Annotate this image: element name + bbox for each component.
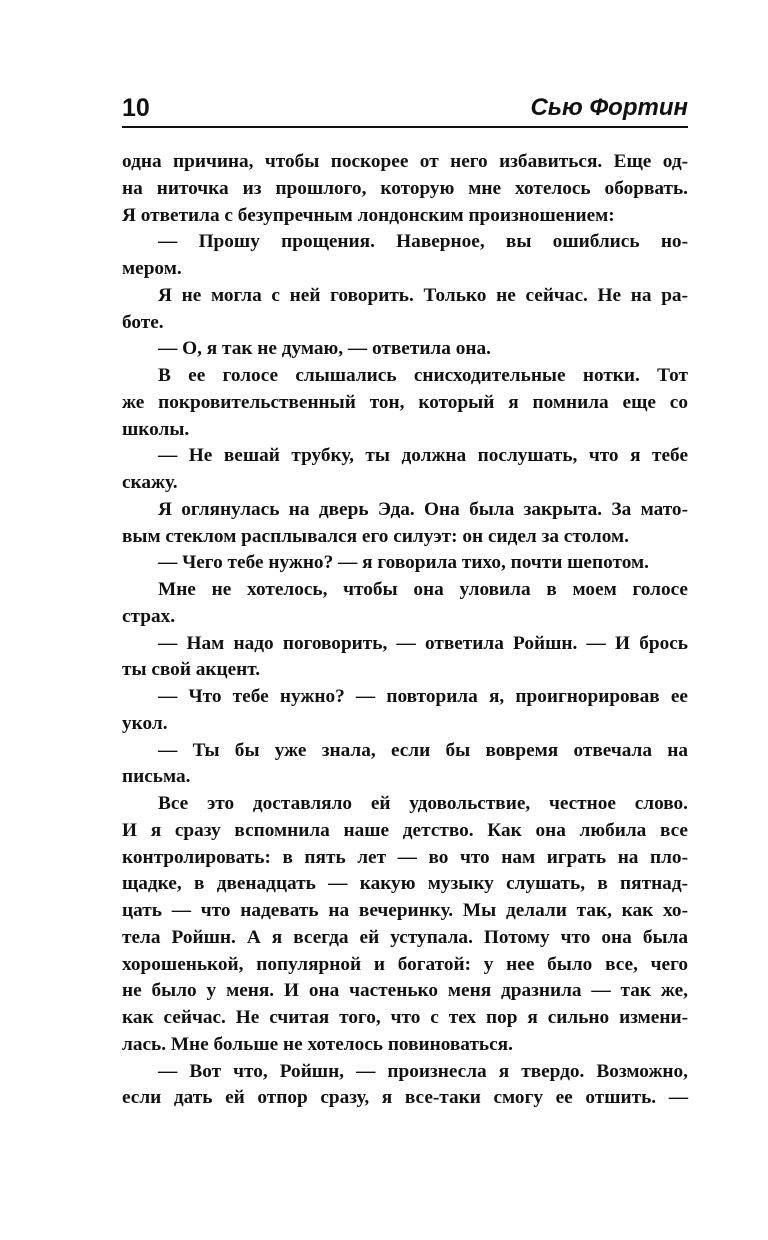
- text-line: тела Ройшн. А я всегда ей уступала. Потому что она была: [122, 926, 688, 948]
- text-line: на ниточка из прошлого, которую мне хотелось оборвать.: [122, 177, 688, 199]
- text-line: мером.: [122, 258, 182, 279]
- text-line: щадке, в двенадцать — какую музыку слушать, в пятнад-: [122, 873, 688, 895]
- text-line: если дать ей отпор сразу, я все-таки смогу ее отшить. —: [122, 1087, 688, 1109]
- text-line: — Ты бы уже знала, если бы вовремя отвечала на: [158, 739, 688, 761]
- text-line: Все это доставляло ей удовольствие, честное слово.: [158, 793, 688, 814]
- text-line: контролировать: в пять лет — во что нам играть на пло-: [122, 846, 688, 868]
- paragraph: [122, 283, 688, 337]
- text-line: хорошенькой, популярной и богатой: у нее было все, чего: [122, 953, 688, 975]
- paragraph: [122, 336, 688, 363]
- paragraph: [122, 791, 688, 1059]
- text-line: — Чего тебе нужно? — я говорила тихо, почти шепотом.: [158, 552, 649, 574]
- text-line: же покровительственный тон, который я помнила еще со: [122, 391, 688, 413]
- text-line: — Прошу прощения. Наверное, вы ошиблись но-: [158, 231, 688, 253]
- text-line: — Вот что, Ройшн, — произнесла я твердо. Возможно,: [158, 1060, 688, 1082]
- text-line: цать — что надевать на вечеринку. Мы делали так, как хо-: [122, 900, 688, 921]
- text-line: В ее голосе слышались снисходительные нотки. Тот: [158, 365, 688, 386]
- page-number: 10: [122, 94, 150, 122]
- text-line: письма.: [122, 766, 191, 788]
- paragraph: [122, 738, 688, 792]
- text-line: — Не вешай трубку, ты должна послушать, что я тебе: [158, 445, 688, 467]
- page-header: [122, 92, 688, 128]
- text-line: как сейчас. Не считая того, что с тех пор я сильно измени-: [122, 1007, 688, 1028]
- text-line: страх.: [122, 605, 176, 627]
- text-line: Я оглянулась на дверь Эда. Она была закрыта. За мато-: [158, 498, 688, 520]
- paragraph: [122, 229, 688, 283]
- text-line: не было у меня. И она частенько меня дразнила — так же,: [122, 980, 688, 1002]
- text-line: вым стеклом расплывался его силуэт: он сидел за столом.: [122, 525, 629, 547]
- text-line: одна причина, чтобы поскорее от него избавиться. Еще од-: [122, 151, 688, 172]
- text-line: ты свой акцент.: [122, 659, 261, 681]
- text-line: школы.: [122, 418, 190, 440]
- text-line: укол.: [122, 712, 168, 734]
- paragraph: [122, 577, 688, 631]
- text-line: — Нам надо поговорить, — ответила Ройшн. — И брось: [158, 632, 688, 654]
- text-line: Я ответила с безупречным лондонским произношением:: [122, 204, 615, 226]
- paragraph: [122, 550, 688, 577]
- text-line: Мне не хотелось, чтобы она уловила в моем голосе: [158, 579, 688, 600]
- text-line: — Что тебе нужно? — повторила я, проигнорировав ее: [158, 686, 688, 707]
- paragraph: [122, 631, 688, 685]
- paragraph: [122, 149, 688, 229]
- paragraph: [122, 363, 688, 443]
- text-line: Я не могла с ней говорить. Только не сейчас. Не на ра-: [158, 284, 688, 306]
- text-line: И я сразу вспомнила наше детство. Как она любила все: [122, 819, 688, 841]
- running-title-author: Сью Фортин: [530, 94, 688, 121]
- paragraph: [122, 443, 688, 497]
- paragraph: [122, 684, 688, 738]
- text-line: скажу.: [122, 472, 178, 493]
- text-line: боте.: [122, 311, 164, 333]
- paragraph: [122, 1059, 688, 1113]
- page-body-text: [122, 149, 688, 1112]
- text-line: лась. Мне больше не хотелось повиноваться.: [122, 1033, 513, 1055]
- paragraph: [122, 497, 688, 551]
- text-line: — О, я так не думаю, — ответила она.: [158, 338, 491, 360]
